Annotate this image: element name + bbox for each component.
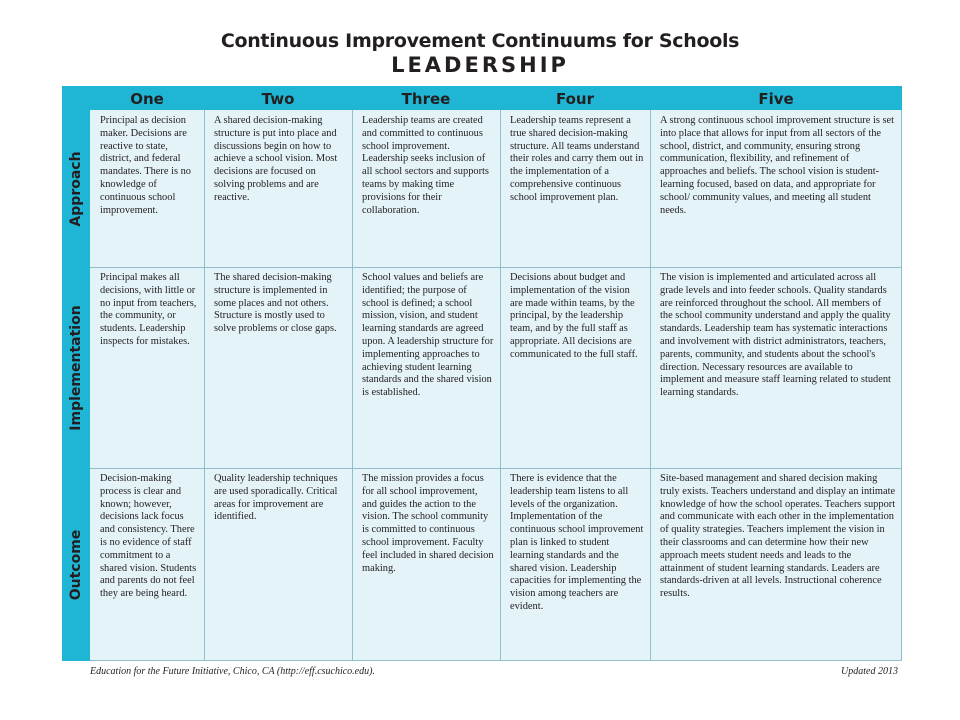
row-divider — [90, 468, 902, 469]
cell-implementation-four: Decisions about budget and implementation of the vision are made within teams, by the principal, by the leadership team, and by the full staff as appropriate. All decisions are communicated to the full staff. — [500, 267, 650, 468]
cell-outcome-four: There is evidence that the leadership team listens to all levels of the organization. Implementation of the continuous school improvement plan is linked to student learning standards and the shared vision. Leadership capacities for implementing the vision among teachers are evident. — [500, 468, 650, 661]
column-divider — [901, 110, 902, 661]
cell-implementation-five: The vision is implemented and articulated across all grade levels and into feeder schools. Quality standards are reinforced throughout the school. All members of the school community understand and apply the quality standards. Leadership team has systematic interactions and involvement with district administrators, teachers, parents, community, and students about the school's direction. Necessary resources are available to implement and measure staff learning related to student learning standards. — [650, 267, 902, 468]
cell-approach-one: Principal as decision maker. Decisions are reactive to state, district, and federal mandates. There is no knowledge of continuous school improvement. — [90, 110, 204, 267]
column-divider — [352, 110, 353, 661]
row-divider — [90, 660, 902, 661]
cell-implementation-two: The shared decision-making structure is implemented in some places and not others. Structure is mostly used to solve problems or close gaps. — [204, 267, 352, 468]
row-label-approach: Approach — [68, 150, 84, 227]
column-header-four: Four — [555, 90, 595, 108]
cell-outcome-three: The mission provides a focus for all school improvement, and guides the action to the vision. The school community is committed to continuous school improvement. Faculty feel included in shared decision making. — [352, 468, 500, 661]
column-divider — [500, 110, 501, 661]
column-divider — [204, 110, 205, 661]
cell-implementation-three: School values and beliefs are identified; the purpose of school is defined; a school mission, vision, and student learning standards are agreed upon. A leadership structure for implementing approaches to achieving student learning standards and the shared vision is established. — [352, 267, 500, 468]
row-divider — [90, 267, 902, 268]
cell-outcome-five: Site-based management and shared decision making truly exists. Teachers understand and display an intimate knowledge of how the school operates. Teachers support and communicate with each other in the implementation of quality strategies. Teachers implement the vision in their classrooms and can determine how their new approach meets student needs and leads to the attainment of student learning standards. Leaders are standards-driven at all levels. Instructional coherence results. — [650, 468, 902, 661]
column-header-one: One — [130, 90, 164, 108]
continuum-table — [62, 86, 902, 661]
row-label-implementation: Implementation — [68, 304, 84, 431]
cell-implementation-one: Principal makes all decisions, with little or no input from teachers, the community, or students. Leadership inspects for mistakes. — [90, 267, 204, 468]
cell-approach-three: Leadership teams are created and committed to continuous school improvement. Leadership seeks inclusion of all school sectors and supports teams by making time provisions for their collaboration. — [352, 110, 500, 267]
page-subtitle: LEADERSHIP — [391, 53, 569, 77]
cell-outcome-two: Quality leadership techniques are used sporadically. Critical areas for improvement are identified. — [204, 468, 352, 661]
column-divider — [650, 110, 651, 661]
footer-updated: Updated 2013 — [841, 666, 898, 677]
cell-approach-four: Leadership teams represent a true shared decision-making structure. All teams understand their roles and carry them out in the implementation of a comprehensive continuous school improvement plan. — [500, 110, 650, 267]
cell-approach-two: A shared decision-making structure is put into place and discussions begin on how to achieve a school vision. Most decisions are focused on solving problems and are reactive. — [204, 110, 352, 267]
cell-outcome-one: Decision-making process is clear and known; however, decisions lack focus and consistency. There is no evidence of staff commitment to a shared vision. Students and parents do not feel they are being heard. — [90, 468, 204, 661]
footer-source: Education for the Future Initiative, Chico, CA (http://eff.csuchico.edu). — [90, 666, 375, 677]
page-title: Continuous Improvement Continuums for Schools — [220, 30, 740, 52]
column-header-five: Five — [758, 90, 794, 108]
cell-approach-five: A strong continuous school improvement structure is set into place that allows for input from all sectors of the school, district, and community, ensuring strong communication, flexibility, and refinement of approaches and beliefs. The school vision is student-learning focused, based on data, and appropriate for school/ community values, and meeting all student needs. — [650, 110, 902, 267]
column-header-two: Two — [261, 90, 295, 108]
row-label-outcome: Outcome — [68, 529, 84, 600]
column-header-row — [62, 86, 902, 110]
column-header-three: Three — [401, 90, 451, 108]
